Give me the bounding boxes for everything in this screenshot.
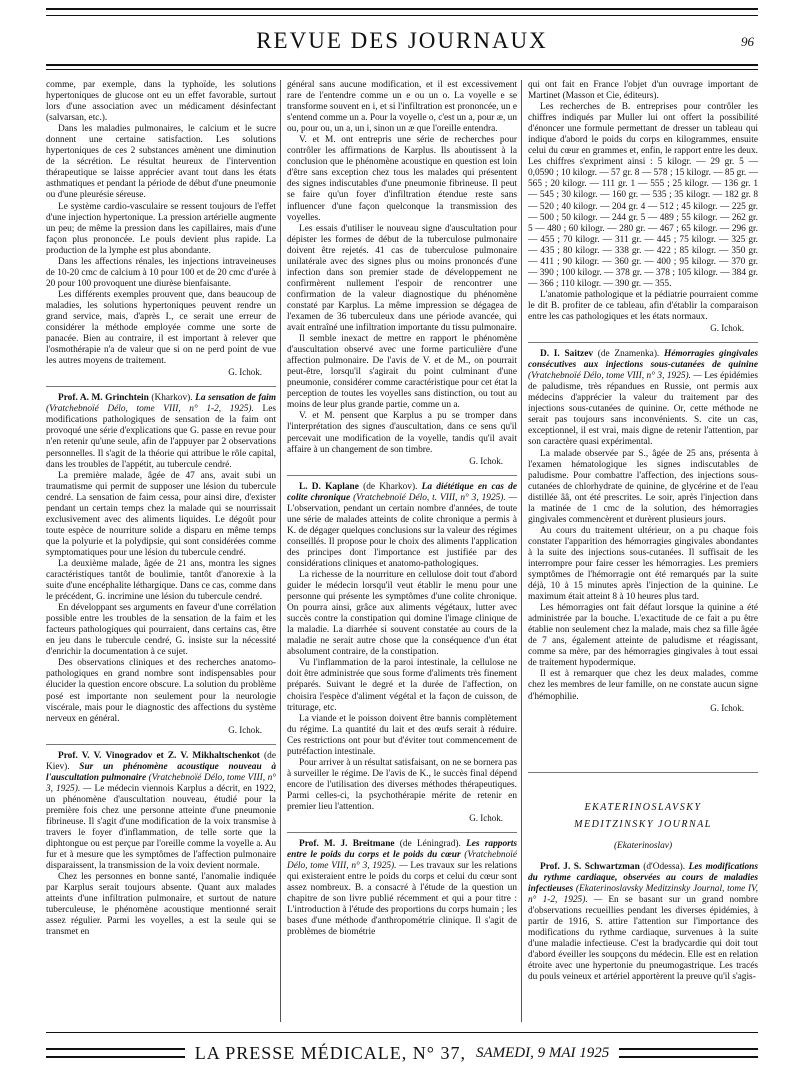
- article-heading: [528, 349, 758, 448]
- article-saitzev: [528, 342, 758, 714]
- signature: G. Ichok.: [710, 323, 744, 334]
- footer-publication: LA PRESSE MÉDICALE, N° 37,: [194, 1042, 466, 1063]
- paragraph: V. et M. ont entrepris une série de recherches pour contrôler les affirmations de Karplus. Ils aboutissent à la conclusion que le phénomène acoustique en question est loin d'être sans exception chez tous les malades qui présentent des signes indiscutables d'une pneumonie fibrineuse. Il peut se faire qu'un foyer d'infiltration étendue reste sans influencer d'une façon quelconque la transmission des voyelles.: [287, 135, 517, 223]
- paragraph: Les travaux sur les relations qui existeraient entre le poids du corps et celui du cœur sont assez nombreux. B. a consacré à l'étude de la question un chapitre de son livre publié récemment et qui a pour titre : L'introduction à l'étude des proportions du corps humain ; les bases d'une méthode d'anthropométrie clinique. Il s'agit de problèmes de biométrie: [287, 861, 517, 938]
- paragraph: Les recherches de B. entreprises pour contrôler les chiffres indiqués par Muller lui ont offert la possibilité d'énoncer une formule permettant de dresser un tableau qui indique d'abord le poids du corps en kilogrammes, ensuite celui du cœur en grammes et, enfin, le rapport entre les deux. Les chiffres s'expriment ainsi : 5 kilogr. — 29 gr. 5 — 0,0590 ; 10 kilogr. — 57 gr. 8 — 578 ; 15 kilogr. — 85 gr. — 565 ; 20 kilogr. — 111 gr. 1 — 555 ; 25 kilogr. — 136 gr. 1 — 545 ; 30 kilogr. — 160 gr. — 535 ; 35 kilogr. — 182 gr. 8 — 520 ; 40 kilogr. — 204 gr. 4 — 512 ; 45 kilogr. — 225 gr. — 500 ; 50 kilogr. — 244 gr. 5 — 489 ; 55 kilogr. — 262 gr. 5 — 480 ; 60 kilogr. — 280 gr. — 467 ; 65 kilogr. — 296 gr. — 455 ; 70 kilogr. — 311 gr. — 445 ; 75 kilogr. — 325 gr. — 435 ; 80 kilogr. — 338 gr. — 422 ; 85 kilogr. — 350 gr. — 411 ; 90 kilogr. — 360 gr. — 400 ; 95 kilogr. — 370 gr. — 390 ; 100 kilogr. — 378 gr. — 378 ; 105 kilogr. — 384 gr. — 366 ; 110 kilogr. — 390 gr. — 355.: [528, 102, 758, 289]
- footer-date: SAMEDI, 9 MAI 1925: [475, 1044, 610, 1061]
- article-vinogradov: [46, 744, 276, 939]
- article-heading: [287, 482, 517, 570]
- footer-rule: [46, 1032, 758, 1033]
- article-breitmane: [287, 832, 517, 938]
- paragraph: Le médecin viennois Karplus a décrit, en 1922, un phénomène d'auscultation nouveau, étudié pour la première fois chez une personne atteinte d'une pneumonie fibrineuse. Il s'agit d'une modification de la voix transmise à travers le foyer d'inflammation, de telle sorte que la diphtongue ou est perçue par l'oreille comme la voyelle a. Au fur et à mesure que les symptômes de l'affection pulmonaire disparaissent, la transmission de la voix devient normale.: [46, 783, 276, 872]
- article-title: Les modifications du rythme cardiaque, observées au cours de maladies infectieuses: [528, 861, 758, 894]
- author: D. I. Saitzev: [540, 349, 594, 360]
- journal-section-heading: [528, 772, 758, 852]
- paragraph: La première malade, âgée de 47 ans, avait subi un traumatisme qui permit de supposer une lésion du tubercule cendré. La sensation de faim cessa, pour ainsi dire, d'exister pendant un certain temps chez la malade qui se nourrissait exclusivement avec des aliments liquides. Le dégoût pour toute espèce de nourriture solide a disparu en même temps que la polyurie et la polydipsie, qui sont considérées comme symptomatiques pour une lésion du tubercule cendré.: [46, 470, 276, 558]
- paragraph: En se basant sur un grand nombre d'observations recueillies pendant les diverses épidémies, à partir de 1916, S. attire l'attention sur l'importance des modifications du rythme cardiaque, survenues à la suite d'une maladie infectieuse. C'est la bradycardie qui doit tout d'abord éveiller les soupçons du médecin. Elle est en relation étroite avec une hypertonie du pneumogastrique. Les tracés du pouls veineux et artériel apportèrent la preuve qu'il s'agis-: [528, 894, 758, 983]
- paragraph: comme, par exemple, dans la typhoïde, les solutions hypertoniques de glucose ont eu un effet favorable, surtout lors d'une association avec un médicament désinfectant (salvarsan, etc.).: [46, 80, 276, 124]
- article-title: Les rapports entre le poids du corps et le poids du cœur: [287, 839, 517, 861]
- paragraph: La richesse de la nourriture en cellulose doit tout d'abord guider le médecin lorsqu'il veut établir le menu pour une personne qui présente les symptômes d'une colite chronique. On pourra ainsi, grâce aux aliments végétaux, lutter avec succès contre la constipation qui domine l'image clinique de la maladie. La diarrhée si souvent constatée au cours de la maladie ne serait autre chose que la conséquence d'un état absolument contraire, de la constipation.: [287, 570, 517, 658]
- author-location: (de Léningrad).: [394, 839, 467, 850]
- paragraph: Dans les maladies pulmonaires, le calcium et le sucre donnent une certaine satisfaction. Les solutions hypertoniques de ces 2 substances amènent une diminution de la sécrétion. Le résultat heureux de l'intervention thérapeutique se laisse apprécier avant tout dans les états asthmatiques et pendant la période de début d'une pneumonie ou d'une pleurésie séreuse.: [46, 124, 276, 201]
- paragraph: Les hémorragies ont fait défaut lorsque la quinine a été administrée par la bouche. L'exactitude de ce fait a pu être établie non seulement chez la malade, mais chez sa fille âgée de 7 ans, également atteinte de paludisme et réagissant, comme sa mère, par des hémorragies gingivales à tout essai de traitement hypodermique.: [528, 603, 758, 669]
- header-rule: [46, 64, 758, 70]
- article-title: La diététique en cas de colite chronique: [287, 481, 517, 503]
- author-location: (de Znamenka).: [593, 349, 664, 360]
- paragraph: Les modifications pathologiques de sensation de la faim ont provoqué une série d'explications que G. passe en revue pour n'en retenir qu'une seule, afin de l'appuyer par 2 observations personnelles. Il s'agit de la théorie qui attribue le rôle capital, dans les troubles de l'appétit, au tubercule cendré.: [46, 404, 276, 470]
- author: Prof. J. S. Schwartzman: [540, 861, 640, 872]
- article-reference: (Vratchebnoïé Délo, tome VIII, n° 1-2, 1925).: [46, 404, 263, 415]
- paragraph: qui ont fait en France l'objet d'un ouvrage important de Martinet (Masson et Cie, éditeurs).: [528, 80, 758, 102]
- paragraph: Des observations cliniques et des recherches anatomo-pathologiques en grand nombre sont indispensables pour élucider la question encore obscure. La solution du problème posé est importante non seulement pour la neurologie viscérale, mais pour le diagnostic des affections du système nerveux en général.: [46, 658, 276, 724]
- article-reference: (Vratchebnoïé Délo, tome VIII, n° 3, 1925). —: [528, 371, 705, 382]
- article-title: La sensation de faim: [195, 393, 276, 404]
- top-rule: [46, 8, 758, 16]
- page-header: [46, 28, 758, 62]
- paragraph: Au cours du traitement ultérieur, on a pu chaque fois constater l'apparition des hémorragies gingivales abondantes à la suite des injections sous-cutanées. Il suffisait de les interrompre pour faire cesser les hémorragies. Les premiers symptômes de l'hémorragie ont été remarqués par la suite déjà, 10 à 15 minutes après l'injection de la quinine. Le maximum était atteint 8 à 10 heures plus tard.: [528, 525, 758, 603]
- article-reference: (Vratchebnoïé Délo, tome VIII, n° 3, 1925). —: [46, 772, 276, 794]
- paragraph: Les essais d'utiliser le nouveau signe d'auscultation pour dépister les formes de début de la tuberculose pulmonaire doivent être rejetés. 41 cas de tuberculose pulmonaire unilatérale avec des signes plus ou moins prononcés d'une infection dans son premier stade de développement ne confirmèrent nullement l'espoir de rencontrer une confirmation de la valeur diagnostique du phénomène constaté par Karplus. La même impression se dégagea de l'examen de 36 tuberculeux dans une période avancée, qui avait entraîné une infiltration importante du tissu pulmonaire.: [287, 223, 517, 334]
- footer-ornament-right: [619, 1048, 758, 1058]
- journal-city: (Ekaterinoslav): [613, 840, 673, 851]
- author-location: (de Kharkov).: [358, 481, 422, 492]
- article-heading: [528, 862, 758, 984]
- article-kaplane: [287, 475, 517, 824]
- paragraph: général sans aucune modification, et il est excessivement rare de l'entendre comme un e ou un o. La voyelle e se transforme souvent en i, et si l'infiltration est prononcée, un e s'entend comme un a. Pour la voyelle o, c'est un a, pour æ, un ou, pour ou, un a, un i, sinon un æ que l'oreille entendra.: [287, 80, 517, 135]
- paragraph: Dans les affections rénales, les injections intraveineuses de 10-20 cmc de calcium à 10 pour 100 et de 20 cmc d'urée à 20 pour 100 provoquent une diurèse bienfaisante.: [46, 256, 276, 289]
- article-schwartzman: [528, 862, 758, 984]
- paragraph: Les épidémies de paludisme, très répandues en Russie, ont permis aux médecins d'apprécier la valeur du traitement par des injections sous-cutanées de quinine. Or, cette méthode ne serait pas toujours sans inconvénients. S. cite un cas, exceptionnel, il est vrai, mais digne de retenir l'attention, par son caractère quasi expérimental.: [528, 371, 758, 448]
- article-heading: [46, 393, 276, 470]
- column-2: [280, 80, 517, 1022]
- footer-ornament-left: [46, 1048, 185, 1058]
- paragraph: Pour arriver à un résultat satisfaisant, on ne se bornera pas à surveiller le régime. De l'avis de K., le succès final dépend encore de l'utilisation des diverses méthodes thérapeutiques. Parmi celles-ci, la psychothérapie mérite de retenir en premier lieu l'attention.: [287, 757, 517, 812]
- page-title: REVUE DES JOURNAUX: [256, 28, 548, 53]
- signature: G. Ichok.: [469, 813, 503, 824]
- article-grinchtein: [46, 386, 276, 735]
- paragraph: Vu l'inflammation de la paroi intestinale, la cellulose ne doit être administrée que sous forme d'aliments très finement préparés. Suivant le degré et la durée de l'affection, on choisira l'espèce d'aliment végétal et la façon de cuisson, de triturage, etc.: [287, 658, 517, 713]
- signature: G. Ichok.: [469, 455, 503, 466]
- article-heading: [46, 751, 276, 873]
- author: L. D. Kaplane: [299, 481, 359, 492]
- paragraph: La viande et le poisson doivent être bannis complètement du régime. La quantité du lait et des œufs serait à réduire. Ces restrictions ont pour but d'éviter tout commencement de putréfaction intestinale.: [287, 713, 517, 757]
- signature: G. Ichok.: [228, 367, 262, 378]
- article-vinogradov-cont: [287, 80, 517, 467]
- paragraph: Le système cardio-vasculaire se ressent toujours de l'effet d'une injection hypertonique. La pression artérielle augmente un peu; de même la pression dans les capillaires, mais d'une façon plus prononcée. Le pouls devient plus rapide. La production de la lymphe est plus abondante.: [46, 201, 276, 256]
- article-title: Hémorragies gingivales consécutives aux injections sous-cutanées de quinine: [528, 349, 758, 371]
- paragraph: La deuxième malade, âgée de 21 ans, montra les signes caractéristiques tantôt de boulimie, tantôt d'anorexie à la suite d'une encéphalite léthargique. Dans ce cas, comme dans le précédent, G. incrimine une lésion du tubercule cendré.: [46, 558, 276, 603]
- author-location: (Kharkov).: [148, 393, 196, 404]
- column-3: [521, 80, 758, 1022]
- text-columns: [46, 80, 758, 1022]
- article-heading: [287, 839, 517, 938]
- author: Prof. A. M. Grinchtein: [58, 393, 149, 404]
- article-breitmane-cont: [528, 80, 758, 334]
- paragraph: L'anatomie pathologique et la pédiatrie pourraient comme le dit B. profiter de ce tableau, afin d'établir la comparaison entre les cas pathologiques et les états normaux.: [528, 289, 758, 322]
- author-location: (d'Odessa).: [639, 861, 689, 872]
- article-title: Sur un phénomène acoustique nouveau à l'auscultation pulmonaire: [46, 761, 276, 783]
- article-reference: (Ekaterinoslavsky Meditzinsky Journal, tome IV, n° 1-2, 1925). —: [528, 883, 758, 905]
- page-footer: [46, 1040, 758, 1066]
- paragraph: Chez les personnes en bonne santé, l'anomalie indiquée par Karplus serait toujours absente. Quant aux malades atteints d'une infiltration pulmonaire, et surtout de nature tuberculeuse, le phénomène acoustique mentionné serait assez régulier. Parmi les voyelles, a est la seule qui se transmet en: [46, 872, 276, 938]
- journal-name-line1: EKATERINOSLAVSKY: [584, 801, 702, 813]
- page-number: 96: [741, 34, 754, 49]
- paragraph: V. et M. pensent que Karplus a pu se tromper dans l'interprétation des signes d'auscultation, dans ce sens qu'il percevait une modification de la voyelle, tandis qu'il avait affaire à un changement de son timbre.: [287, 411, 517, 455]
- paragraph: La malade observée par S., âgée de 25 ans, présenta à l'examen hématologique les signes indiscutables de paludisme. Pour combattre l'affection, des injections sous-cutanées de chlorhydrate de quinine, de glycérine et de l'eau distillée ââ, ont été prescrites. Le soir, après l'injection dans la matinée de 1 cmc de la solution, des hémorragies gingivales commencèrent et durèrent plusieurs jours.: [528, 448, 758, 525]
- paragraph: Les différents exemples prouvent que, dans beaucoup de maladies, les solutions hypertoniques peuvent rendre un grand service, mais, d'après I., ce serait une erreur de considérer la méthode employée comme une sorte de panacée. Bien au contraire, il est important à relever que l'osmothérapie n'a de valeur que si on ne perd point de vue les autres moyens de traitement.: [46, 289, 276, 367]
- author-location: (de Kiev).: [46, 750, 276, 772]
- author: Prof. M. J. Breitmane: [299, 839, 395, 850]
- author: Prof. V. V. Vinogradov et Z. V. Mikhaltschenkot: [58, 750, 260, 761]
- article-reference: (Vratchebnoïé Délo, t. VIII, n° 3, 1925). —: [350, 492, 517, 503]
- column-1: [46, 80, 276, 1022]
- signature: G. Ichok.: [710, 702, 744, 713]
- paragraph: En développant ses arguments en faveur d'une corrélation possible entre les troubles de la sensation de la faim et les facteurs pathologiques qui pourraient, dans certains cas, être en jeu dans le tubercule cendré, G. insiste sur la nécessité d'enrichir la documentation à ce sujet.: [46, 603, 276, 658]
- journal-name-line2: MEDITZINSKY JOURNAL: [574, 818, 712, 830]
- paragraph: Il est à remarquer que chez les deux malades, comme chez les membres de leur famille, on ne constate aucun signe d'hémophilie.: [528, 669, 758, 702]
- signature: G. Ichok.: [228, 724, 262, 735]
- article-reference: (Vratchebnoïé Délo, tome VIII, n° 3, 1925). —: [287, 850, 517, 872]
- paragraph: Il semble inexact de mettre en rapport le phénomène d'auscultation observé avec une forme particulière d'une affection pulmonaire. De l'avis de V. et de M., on pourrait peut-être, lorsqu'il s'agirait du point culminant d'une pneumonie, considérer comme caractéristique pour cet état la perception de toutes les voyelles sans distinction, ou tout au moins de leur plus grande partie, comme un a.: [287, 334, 517, 411]
- article-ichok-end: [46, 80, 276, 378]
- paragraph: L'observation, pendant un certain nombre d'années, de toute une série de malades atteints de colite chronique a permis à K. de dégager quelques conclusions sur la valeur des régimes conseillés. Il propose pour le choix des aliments l'application des principes dont l'importance est justifiée par des considérations cliniques et anatomo-pathologiques.: [287, 503, 517, 569]
